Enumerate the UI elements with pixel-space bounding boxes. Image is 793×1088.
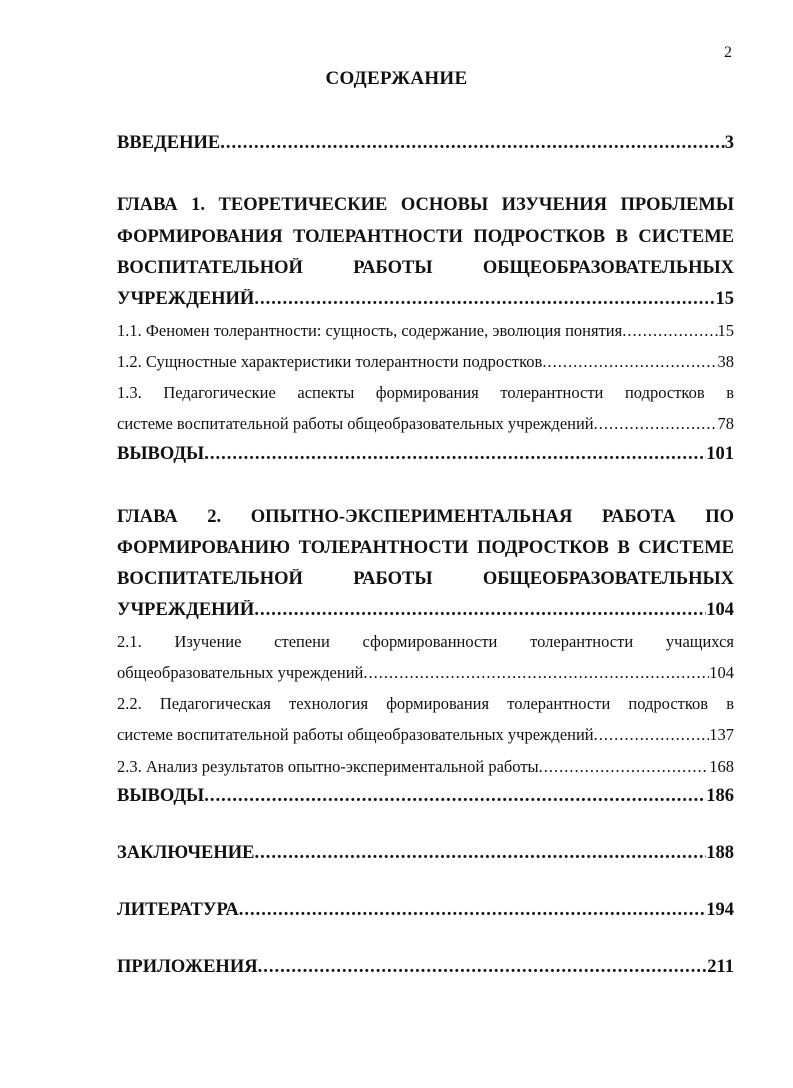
chapter-2-heading-line[interactable]: ФОРМИРОВАНИЮ ТОЛЕРАНТНОСТИ ПОДРОСТКОВ В СИСТЕМЕ <box>117 538 734 558</box>
toc-entry-page: 38 <box>717 352 734 371</box>
chapter-1-heading-line[interactable]: ФОРМИРОВАНИЯ ТОЛЕРАНТНОСТИ ПОДРОСТКОВ В СИСТЕМЕ <box>117 227 734 247</box>
toc-entry-label: УЧРЕЖДЕНИЙ <box>117 289 255 309</box>
chapter-2-heading-line[interactable]: ВОСПИТАТЕЛЬНОЙ РАБОТЫ ОБЩЕОБРАЗОВАТЕЛЬНЫХ <box>117 569 734 589</box>
dot-leader <box>239 900 707 921</box>
toc-entry-section-1-2[interactable] <box>117 352 734 372</box>
dot-leader <box>204 444 706 465</box>
toc-entry-label: общеобразовательных учреждений <box>117 663 364 682</box>
dot-leader <box>254 600 706 621</box>
dot-leader <box>204 786 706 807</box>
chapter-1-heading-line[interactable]: ГЛАВА 1. ТЕОРЕТИЧЕСКИЕ ОСНОВЫ ИЗУЧЕНИЯ ПРОБЛЕМЫ <box>117 195 734 215</box>
toc-entry-label: ЗАКЛЮЧЕНИЕ <box>117 843 255 863</box>
toc-entry-section-2-2[interactable] <box>117 725 734 745</box>
toc-entry-chapter-1-conclusions[interactable] <box>117 444 734 465</box>
toc-entry-section-2-1[interactable] <box>117 663 734 683</box>
toc-entry-section-2-2-line[interactable]: 2.2. Педагогическая технология формирования толерантности подростков в <box>117 694 734 713</box>
toc-entry-page: 186 <box>706 786 734 806</box>
toc-entry-label: 2.3. Анализ результатов опытно-экспериментальной работы <box>117 757 539 776</box>
toc-entry-label: ВВЕДЕНИЕ <box>117 133 221 153</box>
toc-entry-section-1-3-line[interactable]: 1.3. Педагогические аспекты формирования толерантности подростков в <box>117 383 734 402</box>
dot-leader <box>254 289 715 310</box>
toc-entry-label: системе воспитательной работы общеобразовательных учреждений <box>117 414 594 433</box>
toc-entry-label: 1.1. Феномен толерантности: сущность, содержание, эволюция понятия <box>117 321 623 340</box>
toc-entry-label: системе воспитательной работы общеобразовательных учреждений <box>117 725 594 744</box>
page-title: СОДЕРЖАНИЕ <box>325 68 468 89</box>
toc-entry-page: 137 <box>709 725 734 744</box>
toc-entry-introduction[interactable] <box>117 133 734 154</box>
toc-entry-label: ЛИТЕРАТУРА <box>117 900 239 920</box>
toc-entry-appendices[interactable] <box>117 957 734 978</box>
dot-leader <box>622 321 717 341</box>
toc-entry-page: 15 <box>717 321 734 340</box>
toc-entry-label: ВЫВОДЫ <box>117 786 205 806</box>
dot-leader <box>594 414 718 434</box>
toc-entry-conclusion[interactable] <box>117 843 734 864</box>
toc-entry-label: УЧРЕЖДЕНИЙ <box>117 600 255 620</box>
toc-entry-page: 3 <box>724 133 734 153</box>
toc-entry-label: 1.2. Сущностные характеристики толерантности подростков <box>117 352 543 371</box>
toc-entry-page: 104 <box>706 600 734 620</box>
toc-entry-section-1-3[interactable] <box>117 414 734 434</box>
toc-entry-chapter-2-conclusions[interactable] <box>117 786 734 807</box>
dot-leader <box>220 133 725 154</box>
toc-entry-page: 78 <box>717 414 734 433</box>
dot-leader <box>258 957 708 978</box>
toc-entry-literature[interactable] <box>117 900 734 921</box>
toc-entry-page: 101 <box>706 444 734 464</box>
toc-entry-chapter-2[interactable] <box>117 600 734 621</box>
chapter-2-heading-line[interactable]: ГЛАВА 2. ОПЫТНО-ЭКСПЕРИМЕНТАЛЬНАЯ РАБОТА ПО <box>117 507 734 527</box>
toc-entry-section-2-3[interactable] <box>117 757 734 777</box>
toc-entry-page: 188 <box>706 843 734 863</box>
toc-entry-page: 168 <box>709 757 734 776</box>
dot-leader <box>363 663 709 683</box>
toc-entry-page: 15 <box>715 289 734 309</box>
toc-entry-page: 211 <box>707 957 734 977</box>
dot-leader <box>255 843 707 864</box>
page-number: 2 <box>724 44 732 61</box>
toc-entry-label: ПРИЛОЖЕНИЯ <box>117 957 258 977</box>
dot-leader <box>539 757 710 777</box>
chapter-1-heading-line[interactable]: ВОСПИТАТЕЛЬНОЙ РАБОТЫ ОБЩЕОБРАЗОВАТЕЛЬНЫХ <box>117 258 734 278</box>
toc-entry-chapter-1[interactable] <box>117 289 734 310</box>
toc-entry-section-2-1-line[interactable]: 2.1. Изучение степени сформированности толерантности учащихся <box>117 632 734 651</box>
toc-entry-section-1-1[interactable] <box>117 321 734 341</box>
dot-leader <box>594 725 710 745</box>
toc-entry-label: ВЫВОДЫ <box>117 444 205 464</box>
toc-entry-page: 194 <box>706 900 734 920</box>
toc-entry-page: 104 <box>709 663 734 682</box>
dot-leader <box>542 352 717 372</box>
